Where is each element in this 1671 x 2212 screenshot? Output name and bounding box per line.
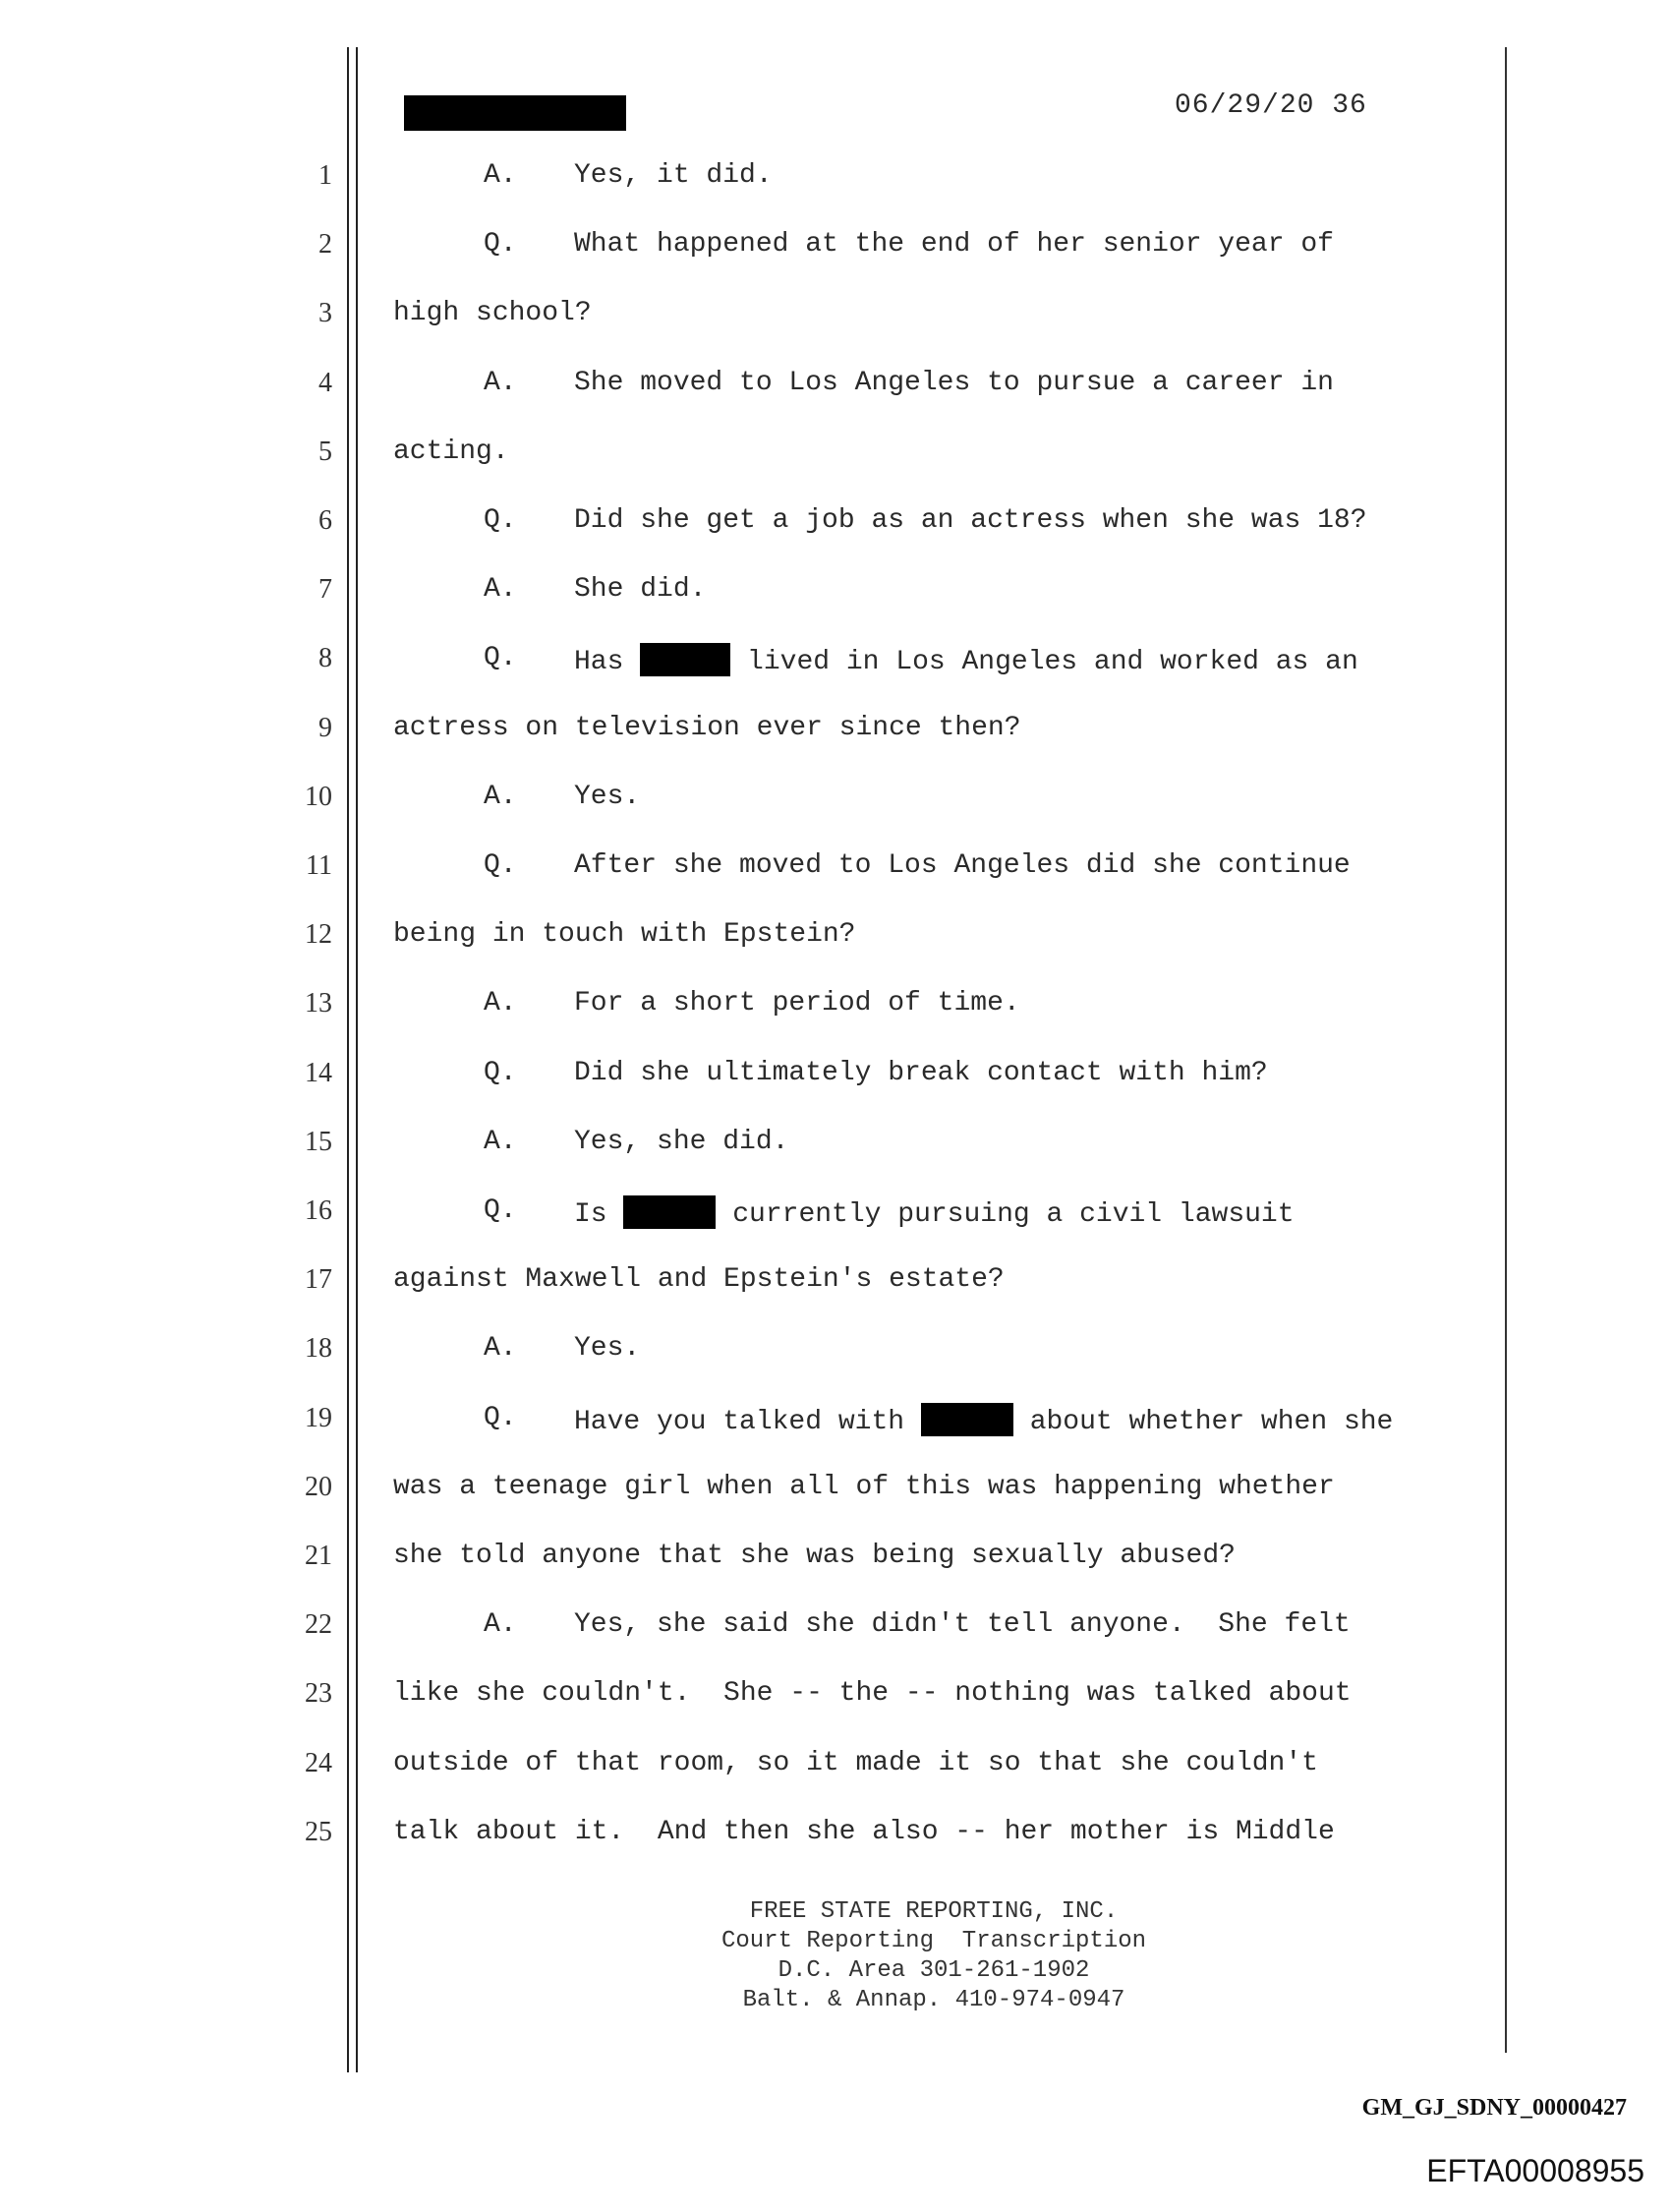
- line-text: talk about it. And then she also -- her mother is Middle: [393, 1817, 1335, 1847]
- line-text: was a teenage girl when all of this was happening whether: [393, 1472, 1335, 1502]
- line-number: 23: [305, 1678, 332, 1709]
- question-marker: Q.: [484, 850, 517, 881]
- line-number: 6: [318, 505, 332, 536]
- line-text: [574, 1195, 1295, 1230]
- line-text-after-redaction: currently pursuing a civil lawsuit: [732, 1199, 1295, 1230]
- line-text-before-redaction: Is: [574, 1199, 607, 1230]
- line-text: against Maxwell and Epstein's estate?: [393, 1264, 1005, 1295]
- line-number: 25: [305, 1817, 332, 1847]
- line-number: 5: [318, 437, 332, 467]
- line-text: [574, 1403, 1393, 1437]
- line-text: Did she ultimately break contact with him?: [574, 1058, 1268, 1088]
- line-number: 18: [305, 1333, 332, 1364]
- answer-marker: A.: [484, 574, 517, 605]
- question-marker: Q.: [484, 1058, 517, 1088]
- transcript-line: [0, 1748, 1671, 1787]
- transcript-line: [0, 1058, 1671, 1097]
- header-redaction: [404, 95, 626, 131]
- question-marker: Q.: [484, 1195, 517, 1226]
- answer-marker: A.: [484, 988, 517, 1019]
- line-text: being in touch with Epstein?: [393, 919, 856, 950]
- transcript-line: [0, 850, 1671, 890]
- reporter-services: Court Reporting Transcription: [720, 1928, 1147, 1954]
- transcript-line: [0, 298, 1671, 337]
- answer-marker: A.: [484, 1333, 517, 1364]
- line-text: What happened at the end of her senior year of: [574, 229, 1334, 260]
- line-number: 21: [305, 1541, 332, 1571]
- line-text: Yes, she said she didn't tell anyone. She felt: [574, 1609, 1351, 1640]
- answer-marker: A.: [484, 1609, 517, 1640]
- bates-number: GM_GJ_SDNY_00000427: [1361, 2095, 1627, 2121]
- transcript-line: [0, 1678, 1671, 1717]
- line-text: For a short period of time.: [574, 988, 1020, 1019]
- line-text: outside of that room, so it made it so that she couldn't: [393, 1748, 1318, 1778]
- transcript-line: [0, 437, 1671, 476]
- page-number: 36: [1332, 90, 1367, 121]
- line-text-before-redaction: Has: [574, 647, 624, 677]
- transcript-line: [0, 1817, 1671, 1856]
- line-text: After she moved to Los Angeles did she continue: [574, 850, 1351, 881]
- transcript-line: [0, 1609, 1671, 1649]
- line-number: 7: [318, 574, 332, 605]
- line-number: 22: [305, 1609, 332, 1640]
- line-text-before-redaction: Have you talked with: [574, 1407, 905, 1437]
- efta-number: EFTA00008955: [1426, 2153, 1644, 2188]
- page-header: [1175, 90, 1367, 121]
- line-text: actress on television ever since then?: [393, 713, 1021, 743]
- line-number: 9: [318, 713, 332, 743]
- name-redaction: [623, 1195, 716, 1229]
- transcript-line: [0, 1195, 1671, 1235]
- line-text: she told anyone that she was being sexually abused?: [393, 1541, 1236, 1571]
- answer-marker: A.: [484, 160, 517, 191]
- line-number: 2: [318, 229, 332, 260]
- reporter-footer: [590, 1897, 1278, 2015]
- reporter-phone-balt: Balt. & Annap. 410-974-0947: [742, 1987, 1125, 2013]
- line-number: 10: [305, 782, 332, 812]
- line-text: like she couldn't. She -- the -- nothing was talked about: [393, 1678, 1352, 1709]
- line-number: 15: [305, 1127, 332, 1157]
- reporter-phone-dc: D.C. Area 301-261-1902: [778, 1957, 1090, 1984]
- line-number: 8: [318, 643, 332, 673]
- line-text: acting.: [393, 437, 509, 467]
- question-marker: Q.: [484, 505, 517, 536]
- line-number: 16: [305, 1195, 332, 1226]
- line-text-after-redaction: about whether when she: [1029, 1407, 1394, 1437]
- name-redaction: [640, 643, 730, 676]
- question-marker: Q.: [484, 1403, 517, 1433]
- transcript-line: [0, 713, 1671, 752]
- transcript-line: [0, 919, 1671, 959]
- transcript-line: [0, 1541, 1671, 1580]
- answer-marker: A.: [484, 782, 517, 812]
- line-text: She moved to Los Angeles to pursue a career in: [574, 368, 1334, 398]
- line-text: Yes, she did.: [574, 1127, 789, 1157]
- line-number: 1: [318, 160, 332, 191]
- line-number: 17: [305, 1264, 332, 1295]
- line-number: 12: [305, 919, 332, 950]
- line-number: 24: [305, 1748, 332, 1778]
- line-number: 14: [305, 1058, 332, 1088]
- line-number: 13: [305, 988, 332, 1019]
- transcript-line: [0, 1403, 1671, 1442]
- header-date: 06/29/20: [1175, 90, 1315, 121]
- question-marker: Q.: [484, 643, 517, 673]
- line-text: She did.: [574, 574, 707, 605]
- answer-marker: A.: [484, 1127, 517, 1157]
- line-number: 4: [318, 368, 332, 398]
- transcript-line: [0, 368, 1671, 407]
- question-marker: Q.: [484, 229, 517, 260]
- transcript-line: [0, 160, 1671, 200]
- line-text: [574, 643, 1358, 677]
- transcript-line: [0, 1472, 1671, 1511]
- answer-marker: A.: [484, 368, 517, 398]
- line-text: high school?: [393, 298, 592, 328]
- transcript-line: [0, 988, 1671, 1027]
- name-redaction: [921, 1403, 1013, 1436]
- line-text: Did she get a job as an actress when she was 18?: [574, 505, 1367, 536]
- transcript-line: [0, 574, 1671, 613]
- transcript-line: [0, 1264, 1671, 1304]
- line-text: Yes, it did.: [574, 160, 773, 191]
- transcript-line: [0, 782, 1671, 821]
- transcript-line: [0, 1127, 1671, 1166]
- transcript-line: [0, 229, 1671, 268]
- line-text: Yes.: [574, 1333, 641, 1364]
- transcript-line: [0, 643, 1671, 682]
- line-number: 19: [305, 1403, 332, 1433]
- transcript-line: [0, 505, 1671, 545]
- reporter-name: FREE STATE REPORTING, INC.: [749, 1898, 1119, 1925]
- line-text-after-redaction: lived in Los Angeles and worked as an: [747, 647, 1358, 677]
- line-number: 3: [318, 298, 332, 328]
- line-number: 20: [305, 1472, 332, 1502]
- line-number: 11: [306, 850, 332, 881]
- line-text: Yes.: [574, 782, 641, 812]
- transcript-line: [0, 1333, 1671, 1372]
